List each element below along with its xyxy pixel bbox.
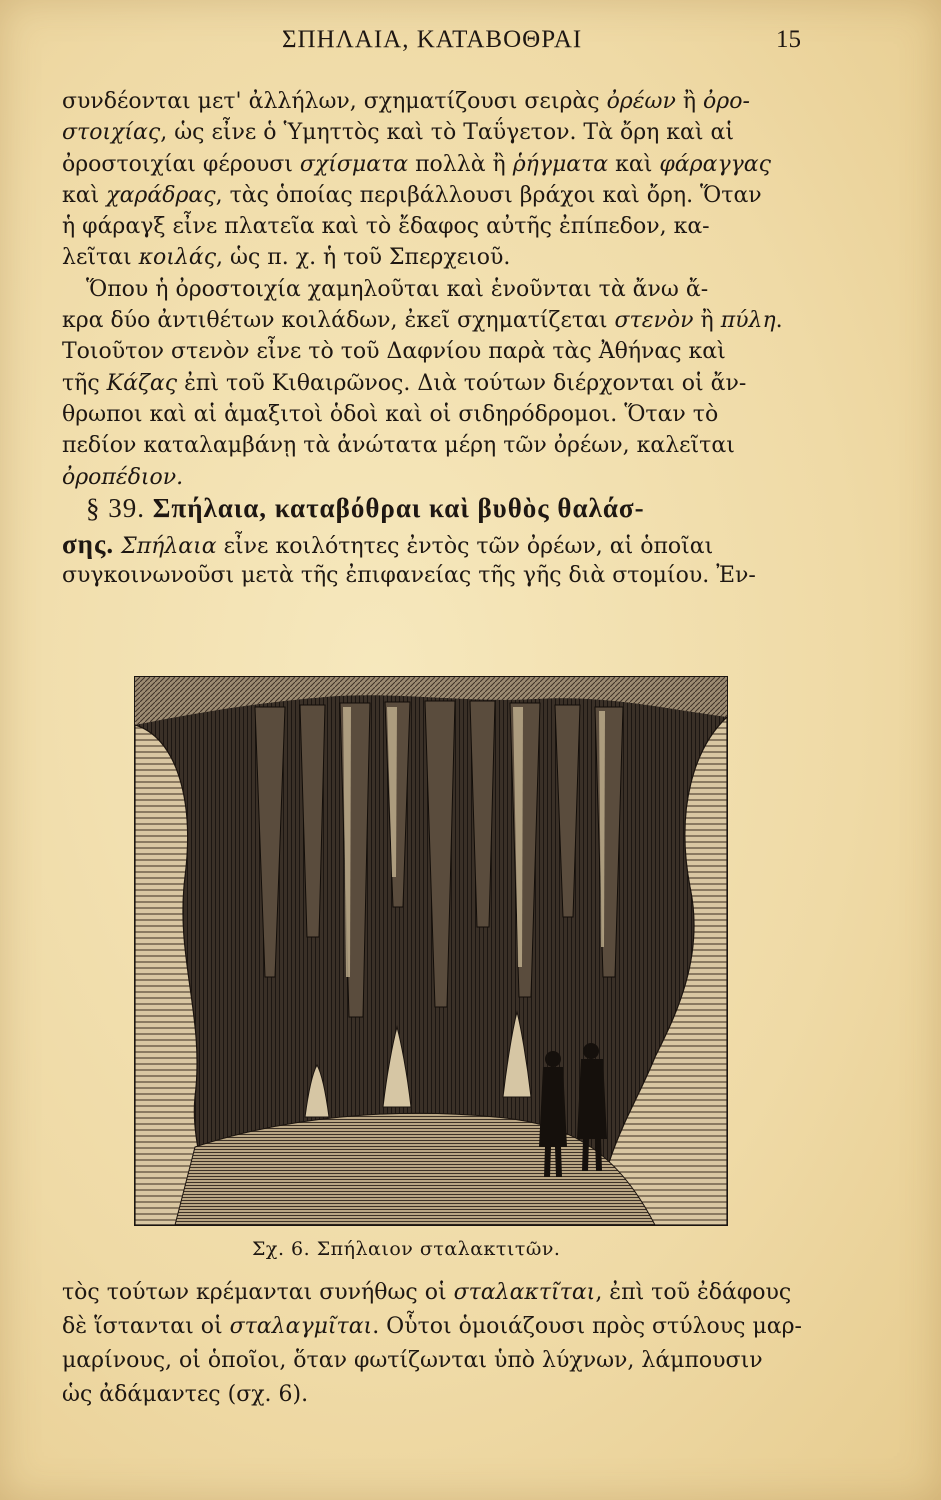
running-title: ΣΠΗΛΑΙΑ, ΚΑΤΑΒΟΘΡΑΙ — [282, 26, 583, 53]
text-line — [62, 117, 822, 148]
text-line — [62, 1310, 822, 1344]
term-italic: στενὸν — [614, 308, 694, 334]
body-text-bottom — [62, 1276, 822, 1412]
term-italic: Κάζας — [106, 370, 178, 396]
term-italic: ὀρο- — [703, 89, 750, 114]
text-span: , ὡς εἶνε ὁ Ὑμηττὸς καὶ τὸ Ταΰγετον. Τὰ ὄρη καὶ αἱ — [160, 120, 735, 146]
text-line — [62, 462, 822, 493]
term-italic: ὀρέων — [606, 89, 676, 114]
text-span: ἐπὶ τοῦ Κιθαιρῶνος. Διὰ τούτων διέρχονται οἱ ἄν- — [177, 370, 747, 396]
term-italic: σταλακτῖται — [453, 1280, 596, 1305]
text-span: συνδέονται μετ' ἀλλήλων, σχηματίζουσι σειρὰς — [62, 89, 607, 114]
text-span: , τὰς ὁποίας περιβάλλουσι βράχοι καὶ ὄρη. Ὅταν — [215, 182, 762, 208]
term-italic: σχίσματα — [299, 151, 409, 177]
term-italic: σταλαγμῖται — [229, 1314, 373, 1339]
text-line — [62, 305, 822, 336]
term-italic: κοιλάς — [138, 245, 217, 271]
cave-engraving-image — [135, 677, 727, 1225]
text-span: καὶ — [62, 182, 107, 208]
term-italic: Σπήλαια — [121, 533, 217, 559]
section-heading — [62, 493, 822, 529]
text-span: ἡ φάραγξ εἶνε πλατεῖα καὶ τὸ ἔδαφος αὐτῆς ἐπίπεδον, κα- — [62, 214, 710, 240]
page-number: 15 — [776, 26, 801, 53]
text-line — [62, 336, 822, 367]
text-span: δὲ ἵστανται οἱ — [62, 1314, 230, 1339]
body-text-top — [62, 86, 822, 591]
text-span: τῆς — [62, 370, 107, 396]
term-italic: πύλη — [720, 308, 776, 334]
text-span: Ὅπου ἡ ὀροστοιχία χαμηλοῦται καὶ ἑνοῦνται τὰ ἄνω ἄ- — [86, 276, 709, 302]
text-span: κρα δύο ἀντιθέτων κοιλάδων, ἐκεῖ σχηματίζεται — [62, 308, 615, 334]
text-line — [62, 399, 822, 430]
text-span: . — [775, 308, 783, 334]
cave-engraving-figure — [134, 676, 728, 1226]
text-line — [62, 529, 822, 560]
term-italic: ῥήγματα — [512, 151, 609, 177]
text-span: τὸς τούτων κρέμανται συνήθως οἱ — [62, 1280, 454, 1305]
text-line — [62, 180, 822, 211]
text-line — [62, 274, 822, 305]
text-span: μαρίνους, οἱ ὁποῖοι, ὅταν φωτίζωνται ὑπὸ λύχνων, λάμπουσιν — [62, 1348, 763, 1373]
text-span: θρωποι καὶ αἱ ἁμαξιτοὶ ὁδοὶ καὶ οἱ σιδηρόδρομοι. Ὅταν τὸ — [62, 401, 719, 427]
text-line — [62, 1378, 822, 1412]
text-span: , ὡς π. χ. ἡ τοῦ Σπερχειοῦ. — [216, 245, 511, 271]
text-span: εἶνε κοιλότητες ἐντὸς τῶν ὀρέων, αἱ ὁποῖαι — [216, 533, 714, 559]
term-italic: φάραγγας — [659, 151, 771, 177]
text-line — [62, 242, 822, 273]
term-italic: στοιχίας — [62, 120, 161, 146]
text-span: ἢ — [675, 89, 704, 114]
text-span: ὀροστοιχίαι φέρουσι — [62, 151, 300, 177]
section-title: Σπήλαια, καταβόθραι καὶ βυθὸς θαλάσ- — [152, 492, 645, 523]
text-line — [62, 149, 822, 180]
figure-caption: Σχ. 6. Σπήλαιον σταλακτιτῶν. — [252, 1238, 561, 1260]
term-italic: ὀροπέδιον. — [62, 464, 184, 490]
text-span: πεδίον καταλαμβάνῃ τὰ ἀνώτατα μέρη τῶν ὀρέων, καλεῖται — [62, 433, 735, 459]
text-line — [62, 560, 822, 591]
text-line — [62, 211, 822, 242]
text-span: λεῖται — [62, 245, 139, 271]
section-title-end: σης. — [62, 528, 115, 559]
text-line — [62, 368, 822, 399]
text-span: Τοιοῦτον στενὸν εἶνε τὸ τοῦ Δαφνίου παρὰ τὰς Ἀθήνας καὶ — [62, 339, 726, 365]
text-line — [62, 1276, 822, 1310]
text-line — [62, 430, 822, 461]
text-span: συγκοινωνοῦσι μετὰ τῆς ἐπιφανείας τῆς γῆς διὰ στομίου. Ἐν- — [62, 563, 756, 589]
section-number: § 39. — [86, 492, 145, 523]
term-italic: χαράδρας — [106, 182, 216, 208]
text-span: ὡς ἀδάμαντες (σχ. 6). — [62, 1382, 309, 1407]
text-line — [62, 1344, 822, 1378]
text-line — [62, 86, 822, 117]
text-span: , ἐπὶ τοῦ ἐδάφους — [595, 1280, 792, 1305]
page-header — [0, 22, 941, 58]
text-span: . Οὗτοι ὁμοιάζουσι πρὸς στύλους μαρ- — [372, 1314, 802, 1339]
text-span: πολλὰ ἢ — [408, 151, 513, 177]
text-span: καὶ — [608, 151, 660, 177]
text-span: ἢ — [693, 308, 721, 334]
